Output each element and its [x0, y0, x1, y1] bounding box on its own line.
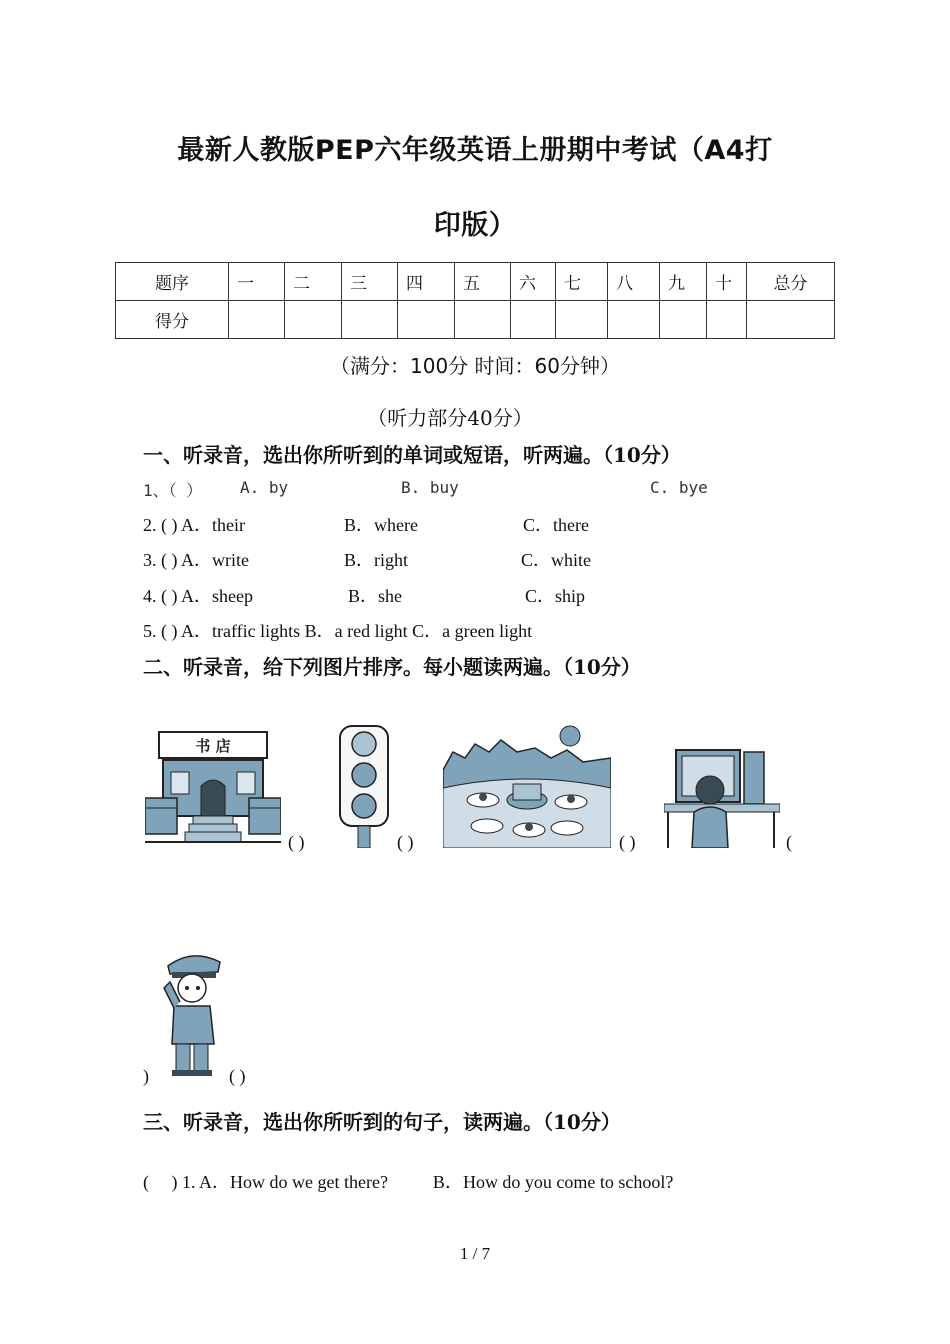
section1-heading: 一、听录音，选出你所听到的单词或短语，听两遍。（10分） [143, 443, 681, 467]
police-officer-picture [160, 948, 226, 1078]
score-entry-cell [747, 301, 835, 339]
section3-question-1: ( ) 1. A．How do we get there? B．How do you come to school? [143, 1172, 674, 1192]
picture-1-answer: ( ) [288, 832, 305, 852]
question-3-option-c: C．white [521, 550, 591, 570]
table-cell: 七 [556, 263, 608, 301]
question-5: 5. ( ) A．traffic lights B．a red light C．a green light [143, 621, 533, 641]
girl-at-computer-picture [664, 746, 780, 848]
score-entry-cell [511, 301, 556, 339]
question-2-option-b: B．where [344, 515, 418, 535]
bookstore-picture [145, 728, 281, 848]
question-3-a: 3. ( ) A．write [143, 550, 249, 570]
score-entry-cell [707, 301, 747, 339]
table-cell: 六 [511, 263, 556, 301]
score-entry-cell [455, 301, 511, 339]
picture-4-answer-close: ) [143, 1066, 149, 1086]
score-table-score-row [116, 301, 835, 339]
table-cell: 三 [342, 263, 398, 301]
bookstore-sign: 书 店 [195, 737, 231, 755]
table-cell: 九 [660, 263, 707, 301]
table-cell: 一 [229, 263, 285, 301]
question-3-option-b: B．right [344, 550, 409, 570]
traffic-light-picture [336, 724, 392, 848]
score-entry-cell [229, 301, 285, 339]
question-2-option-c: C．there [523, 515, 589, 535]
table-cell: 总分 [747, 263, 835, 301]
question-4-option-c: C．ship [525, 586, 586, 606]
listening-label: （听力部分40分） [367, 406, 533, 430]
question-1-option-a: A. by [240, 478, 289, 497]
score-entry-cell [398, 301, 455, 339]
question-2-a: 2. ( ) A．their [143, 515, 245, 535]
question-1-number: 1、（ ） [143, 481, 203, 500]
table-cell: 四 [398, 263, 455, 301]
score-table [115, 262, 835, 339]
question-4-option-b: B．she [348, 586, 402, 606]
question-1-option-c: C. bye [650, 478, 708, 497]
table-cell: 二 [285, 263, 342, 301]
festival-food-picture [443, 722, 611, 848]
table-cell: 得分 [116, 301, 229, 339]
picture-2-answer: ( ) [397, 832, 414, 852]
score-table-header-row [116, 263, 835, 301]
page-number: 1 / 7 [459, 1244, 491, 1263]
section3-heading: 三、听录音，选出你所听到的句子，读两遍。（10分） [143, 1110, 621, 1134]
table-cell: 八 [608, 263, 660, 301]
question-1-option-b: B. buy [401, 478, 459, 497]
picture-5-answer: ( ) [229, 1066, 246, 1086]
score-entry-cell [660, 301, 707, 339]
table-cell: 五 [455, 263, 511, 301]
table-cell: 题序 [116, 263, 229, 301]
score-entry-cell [556, 301, 608, 339]
score-entry-cell [608, 301, 660, 339]
score-entry-cell [342, 301, 398, 339]
picture-4-answer-open: ( [786, 832, 792, 852]
page-title-line2: 印版） [433, 210, 517, 241]
score-entry-cell [285, 301, 342, 339]
question-4-a: 4. ( ) A．sheep [143, 586, 253, 606]
table-cell: 十 [707, 263, 747, 301]
section2-heading: 二、听录音，给下列图片排序。每小题读两遍。（10分） [143, 655, 641, 679]
exam-meta: （满分：100分 时间：60分钟） [330, 354, 620, 378]
picture-3-answer: ( ) [619, 832, 636, 852]
page-title-line1: 最新人教版PEP六年级英语上册期中考试（A4打 [177, 135, 773, 166]
